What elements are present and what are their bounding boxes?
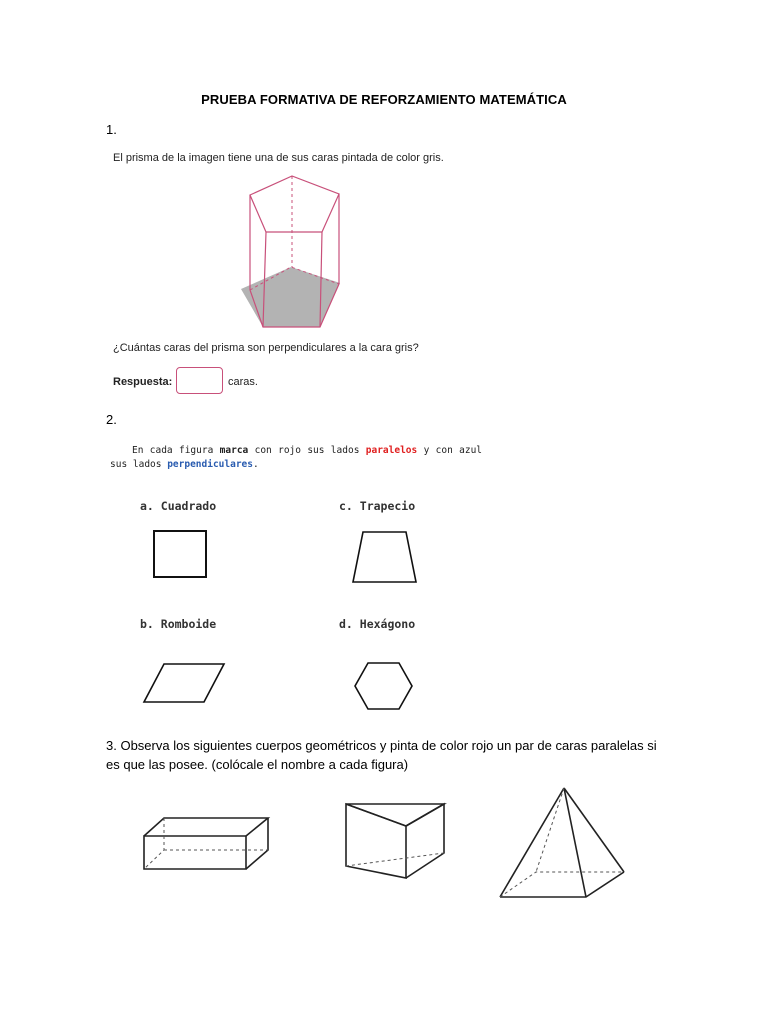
question-3-text: 3. Observa los siguientes cuerpos geométricos y pinta de color rojo un par de caras paralelas si es que las posee. (colócale el nombre a cada figura)	[106, 738, 657, 772]
instr-text-3: y con azul sus lados	[110, 445, 483, 470]
square-shape[interactable]	[150, 528, 212, 582]
instr-text-2: con rojo sus lados	[248, 445, 366, 456]
pentagonal-prism-figure	[230, 170, 370, 335]
q1-question: ¿Cuántas caras del prisma son perpendiculares a la cara gris?	[113, 342, 419, 354]
label-trapecio: c. Trapecio	[339, 499, 416, 513]
answer-input-box[interactable]	[176, 367, 223, 394]
hexagon-shape[interactable]	[352, 660, 416, 714]
q2-instruction	[110, 444, 482, 472]
top-face	[250, 176, 339, 232]
page-title: PRUEBA FORMATIVA DE REFORZAMIENTO MATEMÁTICA	[201, 92, 567, 107]
triangular-prism-figure[interactable]	[340, 798, 448, 882]
instr-text-4: .	[253, 459, 259, 470]
rhomboid-shape[interactable]	[140, 660, 230, 706]
square-pyramid-figure[interactable]	[496, 784, 628, 902]
answer-label: Respuesta:	[113, 376, 173, 388]
gray-face	[241, 267, 340, 327]
answer-suffix: caras.	[228, 376, 258, 388]
instr-text-1: En cada figura	[132, 445, 220, 456]
label-hexagono: d. Hexágono	[339, 617, 416, 631]
q1-statement: El prisma de la imagen tiene una de sus caras pintada de color gris.	[113, 152, 444, 164]
label-romboide: b. Romboide	[140, 617, 217, 631]
question-2-number: 2.	[106, 412, 117, 427]
instr-marca: marca	[219, 445, 249, 456]
instr-paralelos: paralelos	[365, 445, 418, 456]
question-1-number: 1.	[106, 122, 117, 137]
label-cuadrado: a. Cuadrado	[140, 499, 217, 513]
rectangular-prism-figure[interactable]	[140, 812, 272, 874]
instr-perpendiculares: perpendiculares	[167, 459, 253, 470]
trapezoid-shape[interactable]	[348, 528, 422, 586]
